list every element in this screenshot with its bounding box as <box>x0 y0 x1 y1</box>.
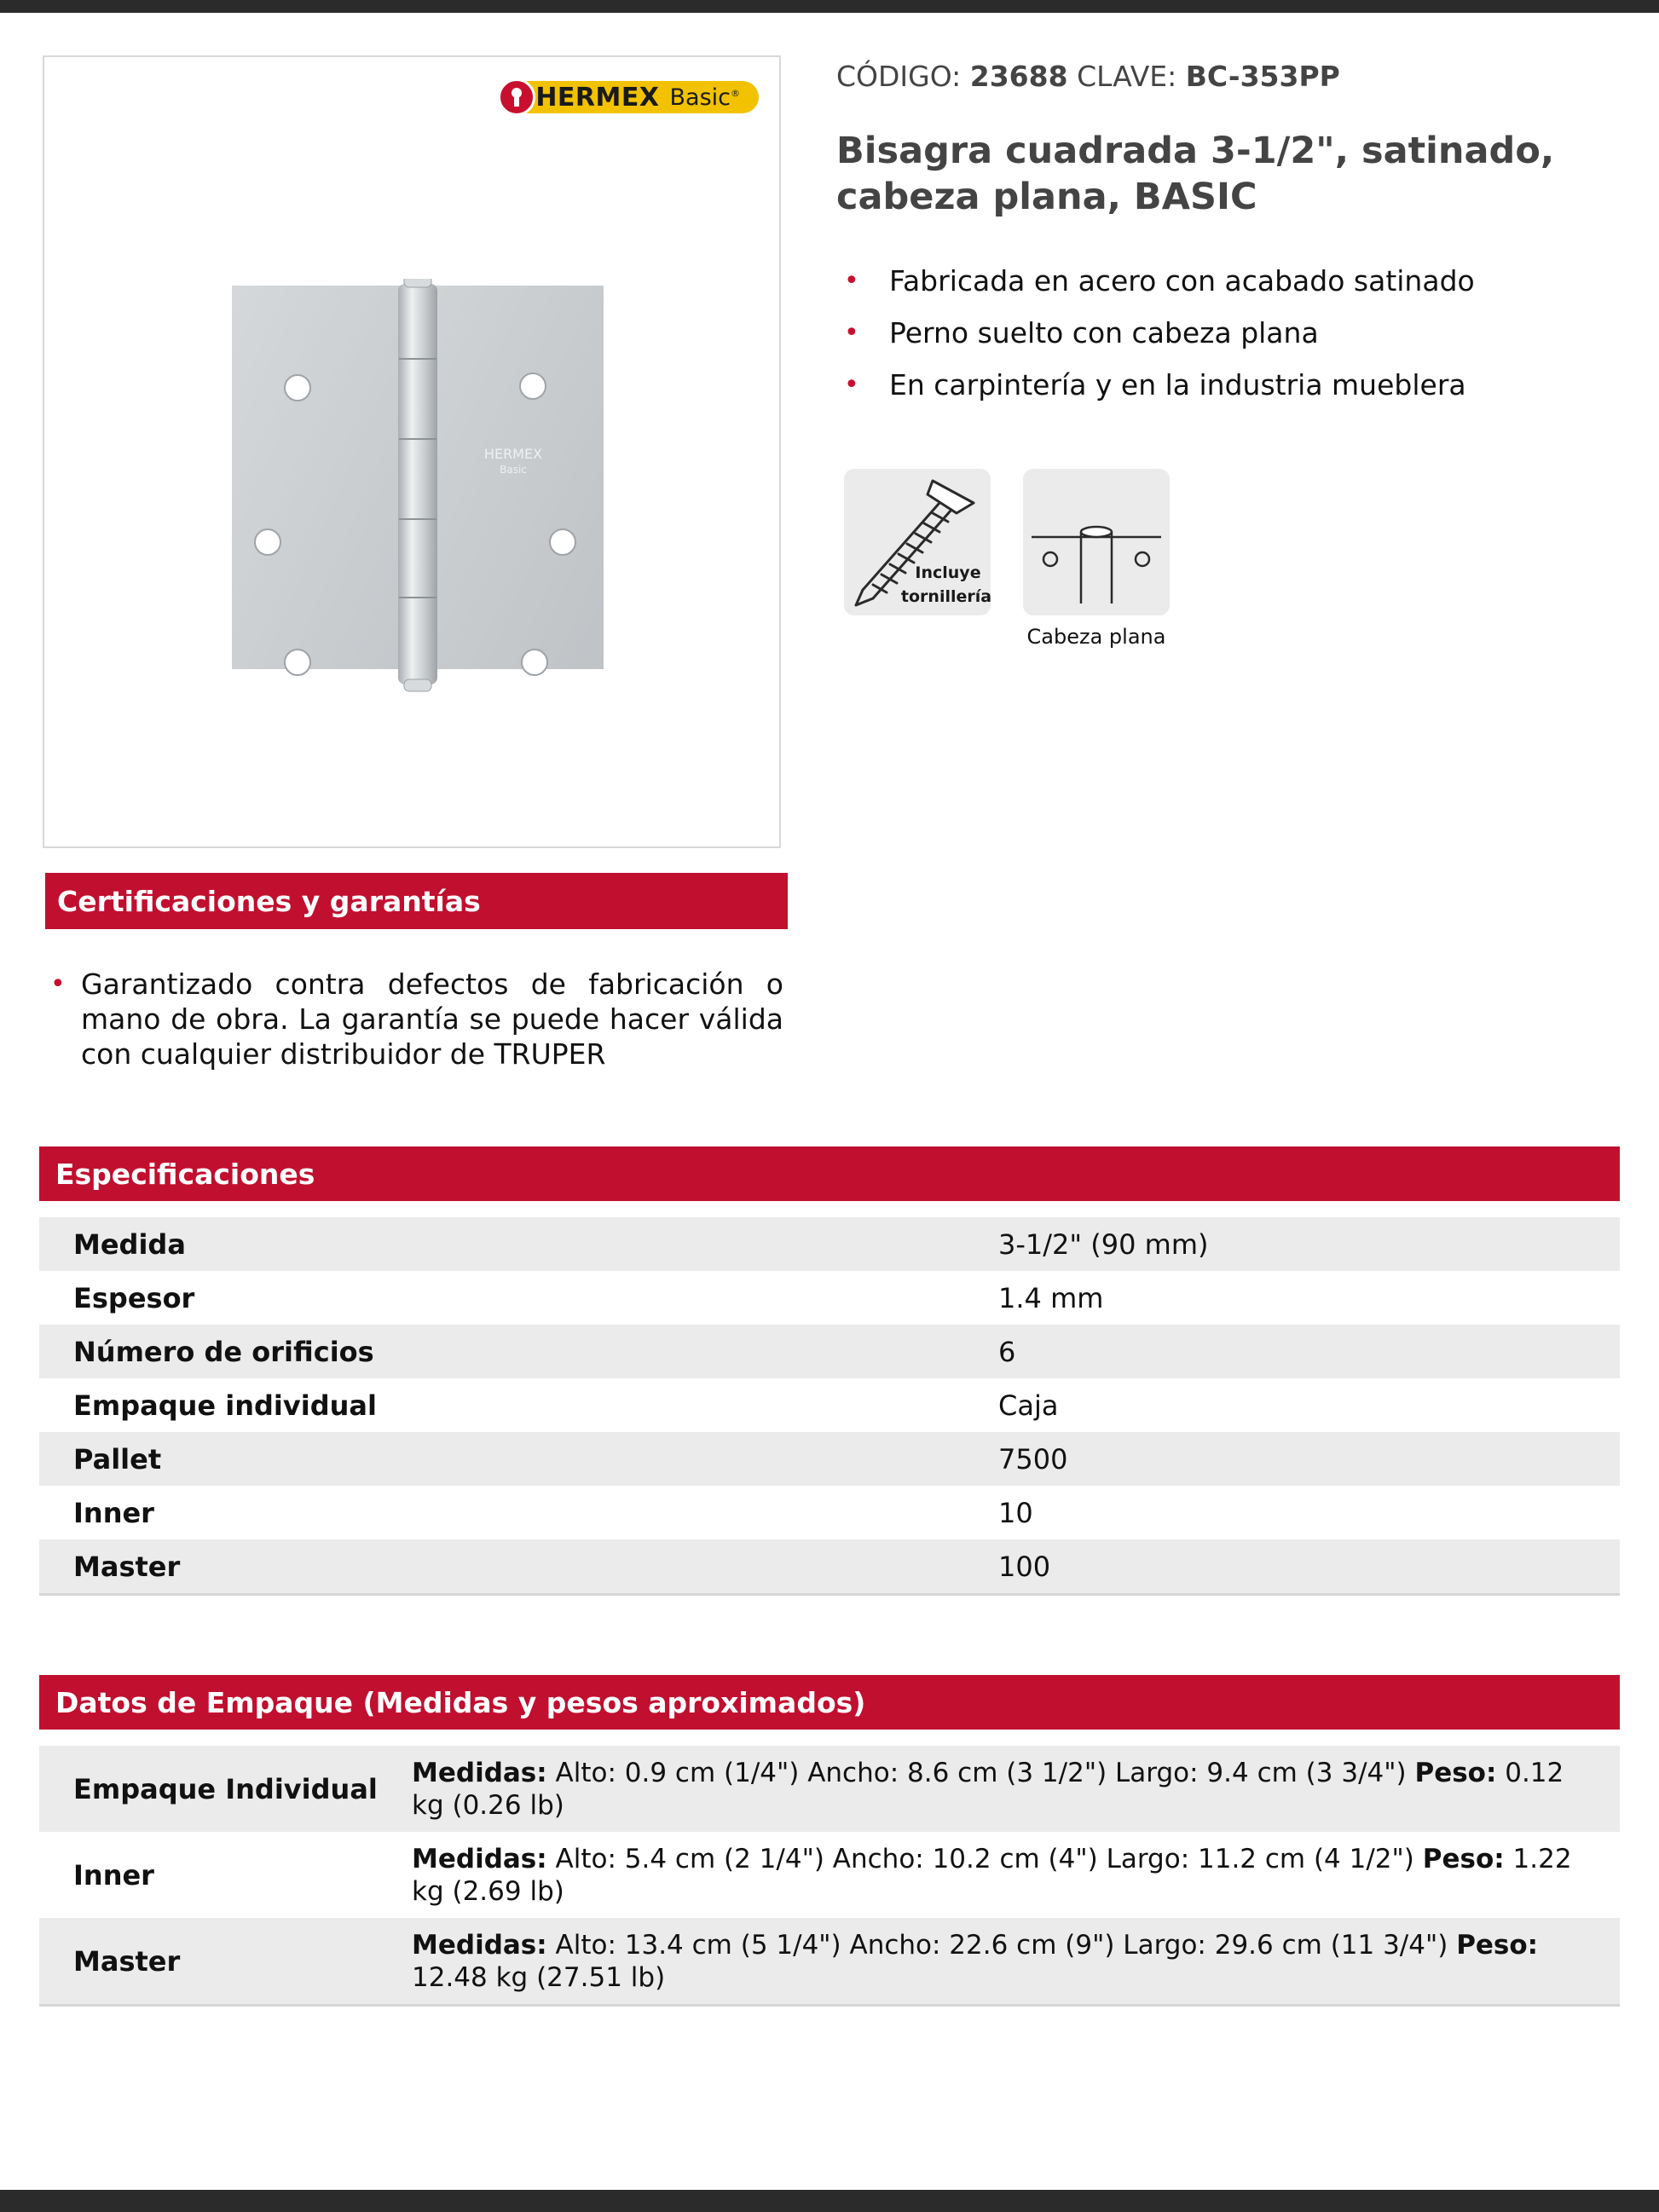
table-row <box>39 1271 1620 1325</box>
measures-label: Medidas: <box>412 1757 547 1788</box>
hinge-right-leaf <box>435 286 604 669</box>
packing-value <box>412 1929 1620 1994</box>
packing-label: Empaque Individual <box>73 1772 378 1805</box>
spec-label: Empaque individual <box>73 1389 377 1422</box>
packing-table <box>39 1746 1620 2007</box>
brand-line-text: Basic <box>669 84 731 111</box>
packing-value <box>412 1843 1620 1908</box>
brand-name: HERMEX <box>535 82 660 113</box>
measures-value: Alto: 0.9 cm (1/4") Ancho: 8.6 cm (3 1/2") Largo: 9.4 cm (3 3/4") <box>555 1757 1407 1788</box>
includes-screws-card <box>844 469 991 615</box>
keyhole-icon <box>498 78 535 116</box>
spec-label: Número de orificios <box>73 1335 374 1368</box>
feature-item: • Fabricada en acero con acabado satinado <box>836 264 1475 298</box>
warranty-item: • Garantizado contra defectos de fabricación o mano de obra. La garantía se puede hacer válida con cualquier distribuidor de TRUPER <box>49 967 783 1071</box>
hinge-left-leaf <box>232 286 401 669</box>
spec-value: Caja <box>998 1389 1059 1422</box>
feature-list <box>836 264 1475 420</box>
table-row <box>39 1918 1620 2004</box>
svg-text:Incluye: Incluye <box>915 563 981 582</box>
feature-item: • En carpintería y en la industria mueblera <box>836 368 1475 402</box>
table-row <box>39 1432 1620 1486</box>
registered-mark: ® <box>731 87 740 99</box>
product-code-line <box>836 60 1340 93</box>
weight-label: Peso: <box>1422 1843 1505 1874</box>
brand-logo <box>501 79 759 115</box>
spec-label: Master <box>73 1550 181 1583</box>
svg-text:Basic: Basic <box>500 464 527 476</box>
flat-head-caption: Cabeza plana <box>1026 625 1166 649</box>
specifications-table <box>39 1217 1620 1596</box>
specifications-header: Especificaciones <box>39 1146 1620 1201</box>
weight-label: Peso: <box>1456 1929 1539 1961</box>
measures-value: Alto: 5.4 cm (2 1/4") Ancho: 10.2 cm (4") Largo: 11.2 cm (4 1/2") <box>555 1843 1414 1874</box>
screw-icon <box>844 469 991 615</box>
spec-value: 1.4 mm <box>998 1281 1104 1314</box>
hinge-product-photo <box>223 279 607 705</box>
flat-head-card <box>1023 469 1170 615</box>
packing-label: Master <box>73 1944 181 1978</box>
spec-label: Medida <box>73 1227 186 1261</box>
weight-value: 0.12 kg (0.26 lb) <box>412 1757 1564 1821</box>
svg-text:tornillería: tornillería <box>900 587 991 606</box>
flat-head-pin-icon <box>1023 469 1170 615</box>
code-label: CÓDIGO: <box>836 60 962 93</box>
warranty-list <box>49 967 783 1071</box>
key-label: CLAVE: <box>1077 60 1177 93</box>
table-row <box>39 1539 1620 1593</box>
spec-label: Pallet <box>73 1442 162 1476</box>
product-title: Bisagra cuadrada 3-1/2", satinado, cabeza plana, BASIC <box>836 130 1555 218</box>
weight-value: 12.48 kg (27.51 lb) <box>412 1961 666 1993</box>
spec-value: 7500 <box>998 1442 1068 1476</box>
table-row <box>39 1325 1620 1378</box>
feature-item: • Perno suelto con cabeza plana <box>836 316 1475 350</box>
table-row <box>39 1378 1620 1432</box>
packing-value <box>412 1757 1620 1822</box>
weight-value: 1.22 kg (2.69 lb) <box>412 1843 1572 1907</box>
brand-line <box>670 84 740 111</box>
svg-text:HERMEX: HERMEX <box>483 446 543 462</box>
bottom-bar <box>0 2190 1659 2212</box>
table-row <box>39 1486 1620 1539</box>
brand-logo-pill <box>501 81 759 113</box>
product-image-frame <box>43 55 781 848</box>
packing-header: Datos de Empaque (Medidas y pesos aproximados) <box>39 1675 1620 1730</box>
table-row <box>39 1746 1620 1832</box>
weight-label: Peso: <box>1414 1757 1497 1788</box>
table-row <box>39 1832 1620 1918</box>
top-bar <box>0 0 1659 13</box>
spec-value: 10 <box>998 1496 1033 1529</box>
spec-label: Inner <box>73 1496 154 1529</box>
spec-value: 100 <box>998 1550 1051 1583</box>
spec-label: Espesor <box>73 1281 195 1314</box>
measures-value: Alto: 13.4 cm (5 1/4") Ancho: 22.6 cm (9") Largo: 29.6 cm (11 3/4") <box>555 1929 1448 1961</box>
packing-label: Inner <box>73 1858 154 1891</box>
spec-value: 3-1/2" (90 mm) <box>998 1227 1209 1261</box>
code-value: 23688 <box>969 60 1068 93</box>
table-row <box>39 1217 1620 1271</box>
spec-value: 6 <box>998 1335 1016 1368</box>
measures-label: Medidas: <box>412 1929 547 1961</box>
certifications-header: Certificaciones y garantías <box>45 873 788 929</box>
key-value: BC-353PP <box>1185 60 1340 93</box>
measures-label: Medidas: <box>412 1843 547 1874</box>
